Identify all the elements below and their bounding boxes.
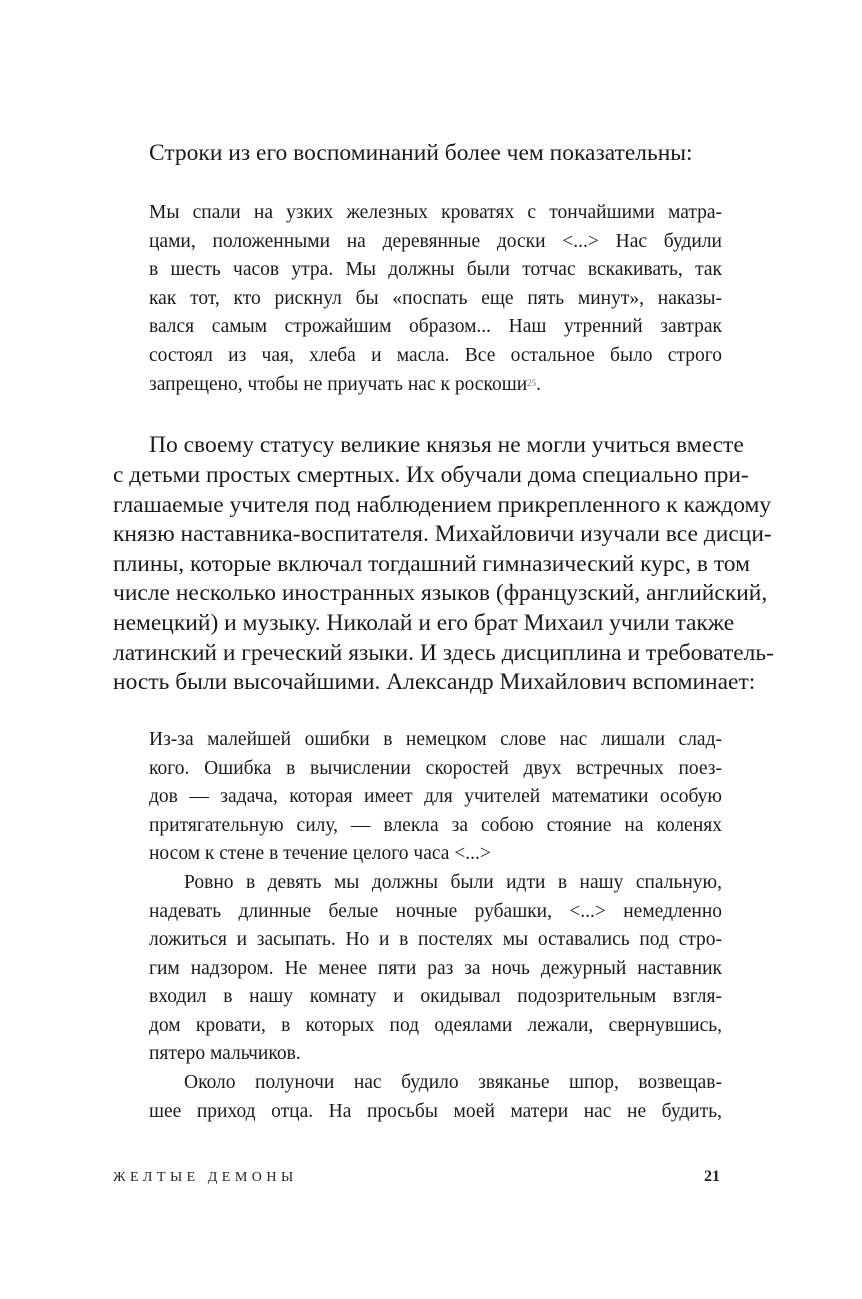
para2-line-4: князю наставника-воспитателя. Михайловичи изучали все дисци- <box>113 521 772 547</box>
quote1-line-6: состоял из чая, хлеба и масла. Все остальное было строго <box>149 345 722 366</box>
para2-line-5: плины, которые включал тогдашний гимназический курс, в том <box>113 551 750 577</box>
quote2-line-13: Около полуночи нас будило звяканье шпор, возвещав- <box>184 1072 722 1093</box>
quote1-line-2: цами, положенными на деревянные доски <...> Нас будили <box>149 231 722 252</box>
quote2-line-14: шее приход отца. На просьбы моей матери нас не будить, <box>149 1101 722 1122</box>
quote2-line-3: дов — задача, которая имеет для учителей математики особую <box>149 786 722 807</box>
quote1-line-4: как тот, кто рискнул бы «поспать еще пять минут», наказы- <box>149 288 722 309</box>
book-page <box>113 0 774 1299</box>
quote1-line-5: вался самым строжайшим образом... Наш утренний завтрак <box>149 316 722 337</box>
para2-line-6: числе несколько иностранных языков (французский, английский, <box>113 580 768 606</box>
para2-line-8: латинский и греческий языки. И здесь дисциплина и требователь- <box>113 640 774 666</box>
quote2-line-5: носом к стене в течение целого часа <...> <box>149 843 491 864</box>
quote2-line-9: гим надзором. Не менее пяти раз за ночь дежурный наставник <box>149 958 722 979</box>
page-number: 21 <box>704 1168 720 1185</box>
quote2-line-2: кого. Ошибка в вычислении скоростей двух встречных поез- <box>149 758 722 779</box>
quote1-line-7-text: запрещено, чтобы не приучать нас к роскоши <box>149 374 528 395</box>
quote2-line-4: притягательную силу, — влекла за собою стояние на коленях <box>149 815 722 836</box>
para2-line-2: с детьми простых смертных. Их обучали дома специально при- <box>113 462 749 488</box>
para2-line-9: ность были высочайшими. Александр Михайлович вспоминает: <box>113 669 756 695</box>
quote2-line-11: дом кровати, в которых под одеялами лежали, свернувшись, <box>149 1015 722 1036</box>
quote2-line-12: пятеро мальчиков. <box>149 1043 301 1064</box>
quote1-line-7 <box>149 371 541 399</box>
para2-line-3: глашаемые учителя под наблюдением прикрепленного к каждому <box>113 492 772 518</box>
quote2-line-8: ложиться и засыпать. Но и в постелях мы оставались под стро- <box>149 929 722 950</box>
quote2-line-7: надевать длинные белые ночные рубашки, <...> немедленно <box>149 901 722 922</box>
para2-line-1: По своему статусу великие князья не могли учиться вместе <box>149 432 744 458</box>
quote2-line-1: Из-за малейшей ошибки в немецком слове нас лишали слад- <box>149 729 722 750</box>
quote1-line-3: в шесть часов утра. Мы должны были тотчас вскакивать, так <box>149 259 722 280</box>
running-footer-title: ЖЕЛТЫЕ ДЕМОНЫ <box>113 1170 298 1185</box>
para2-line-7: немецкий) и музыку. Николай и его брат Михаил учили также <box>113 610 735 636</box>
quote1-end-punct: . <box>536 374 542 395</box>
quote1-line-1: Мы спали на узких железных кроватях с тончайшими матра- <box>149 202 722 223</box>
quote2-line-10: входил в нашу комнату и окидывал подозрительным взгля- <box>149 986 722 1007</box>
para1-line-1: Строки из его воспоминаний более чем показательны: <box>149 140 693 166</box>
footnote-marker: 25 <box>527 378 537 388</box>
quote2-line-6: Ровно в девять мы должны были идти в нашу спальную, <box>184 872 722 893</box>
